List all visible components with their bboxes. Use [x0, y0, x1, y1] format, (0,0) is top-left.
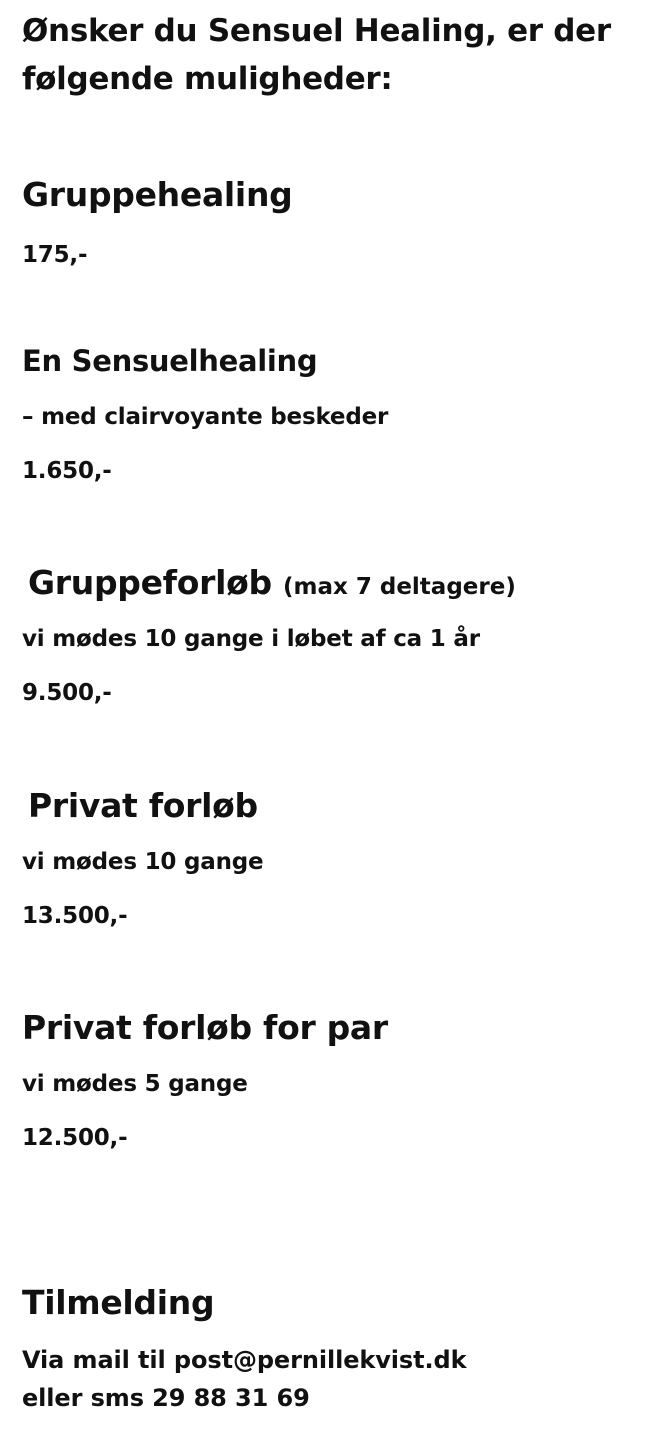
signup-contact: [22, 1341, 466, 1417]
offer-title-gruppeforloeb: [28, 563, 516, 602]
offer-title-gruppeforloeb-text: Gruppeforløb: [28, 563, 272, 602]
offer-price-sensuelhealing: 1.650,-: [22, 458, 112, 484]
offer-price-gruppeforloeb: 9.500,-: [22, 680, 112, 706]
offer-note-gruppeforloeb: (max 7 deltagere): [283, 574, 516, 600]
signup-mail-line: Via mail til post@pernillekvist.dk: [22, 1346, 467, 1374]
intro-line-2: følgende muligheder:: [22, 61, 393, 97]
offer-title-privat-forloeb-par: Privat forløb for par: [22, 1008, 388, 1047]
offer-price-privat-forloeb: 13.500,-: [22, 903, 128, 929]
offer-title-privat-forloeb: Privat forløb: [28, 786, 258, 825]
signup-sms-line: eller sms 29 88 31 69: [22, 1384, 310, 1412]
signup-title: Tilmelding: [22, 1283, 215, 1322]
offer-price-gruppehealing: 175,-: [22, 242, 88, 268]
offer-price-privat-forloeb-par: 12.500,-: [22, 1125, 128, 1151]
offer-title-gruppehealing: Gruppehealing: [22, 175, 293, 214]
offer-description-privat-forloeb: vi mødes 10 gange: [22, 849, 264, 875]
offer-description-gruppeforloeb: vi mødes 10 gange i løbet af ca 1 år: [22, 626, 480, 652]
intro-line-1: Ønsker du Sensuel Healing, er der: [22, 13, 611, 49]
offer-description-sensuelhealing: – med clairvoyante beskeder: [22, 404, 389, 430]
intro-text: [22, 7, 611, 103]
offer-description-privat-forloeb-par: vi mødes 5 gange: [22, 1071, 248, 1097]
offer-title-sensuelhealing: En Sensuelhealing: [22, 344, 318, 378]
